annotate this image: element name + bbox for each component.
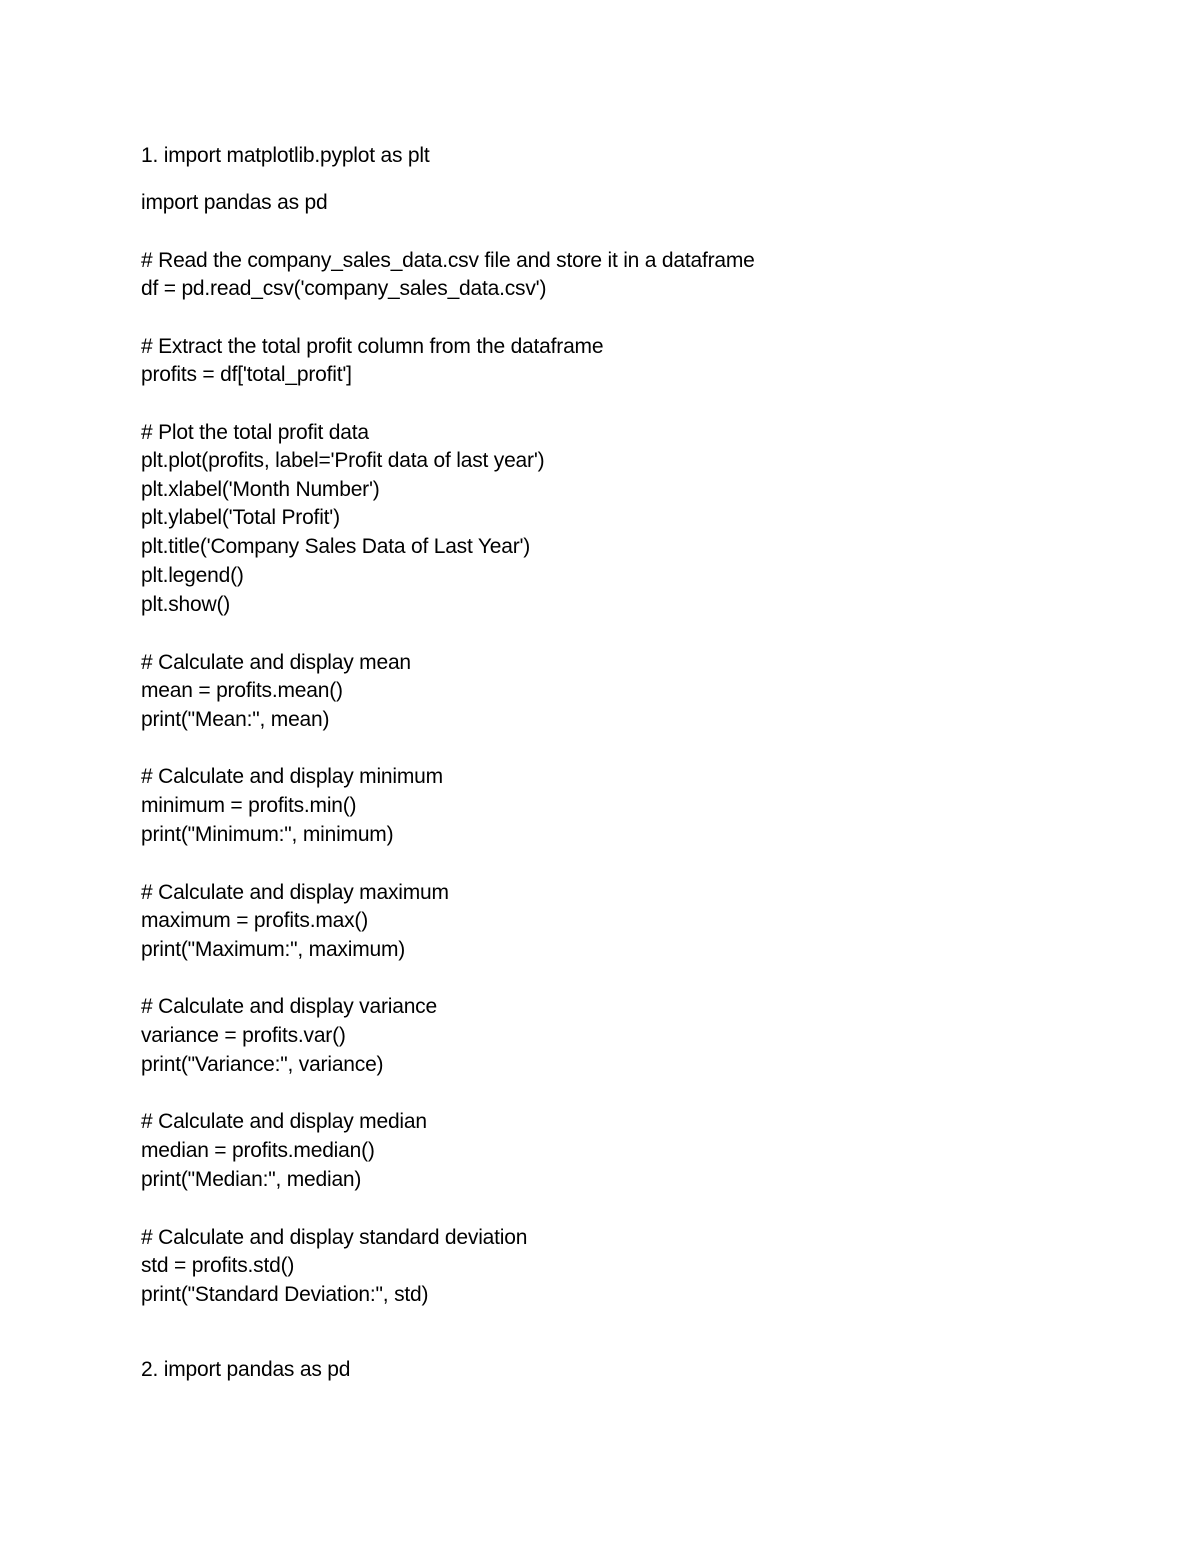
- comment-line: # Plot the total profit data: [141, 421, 369, 444]
- text-line: variance = profits.var(): [141, 1024, 346, 1047]
- text-line: median = profits.median(): [141, 1139, 375, 1162]
- text-line: plt.xlabel('Month Number'): [141, 478, 380, 501]
- comment-line: # Calculate and display mean: [141, 651, 411, 674]
- text-line: plt.title('Company Sales Data of Last Year'): [141, 535, 531, 558]
- text-line: maximum = profits.max(): [141, 909, 369, 932]
- comment-line: # Extract the total profit column from the dataframe: [141, 335, 604, 358]
- text-line: 1. import matplotlib.pyplot as plt: [141, 144, 430, 167]
- text-line: plt.show(): [141, 593, 231, 616]
- comment-line: # Calculate and display median: [141, 1110, 427, 1133]
- text-line: plt.ylabel('Total Profit'): [141, 506, 340, 529]
- text-line: print("Variance:", variance): [141, 1053, 384, 1076]
- text-line: mean = profits.mean(): [141, 679, 343, 702]
- text-line: print("Median:", median): [141, 1168, 362, 1191]
- comment-line: # Calculate and display standard deviation: [141, 1226, 528, 1249]
- comment-line: # Read the company_sales_data.csv file and store it in a dataframe: [141, 249, 755, 272]
- text-line: df = pd.read_csv('company_sales_data.csv'): [141, 277, 547, 300]
- text-line: plt.plot(profits, label='Profit data of last year'): [141, 449, 545, 472]
- text-line: plt.legend(): [141, 564, 244, 587]
- text-line: print("Mean:", mean): [141, 708, 330, 731]
- comment-line: # Calculate and display maximum: [141, 881, 449, 904]
- text-line: import pandas as pd: [141, 191, 328, 214]
- text-line: print("Minimum:", minimum): [141, 823, 394, 846]
- text-line: profits = df['total_profit']: [141, 363, 352, 386]
- text-line: std = profits.std(): [141, 1254, 295, 1277]
- text-line: 2. import pandas as pd: [141, 1358, 351, 1381]
- text-line: print("Maximum:", maximum): [141, 938, 406, 961]
- comment-line: # Calculate and display minimum: [141, 765, 443, 788]
- text-line: minimum = profits.min(): [141, 794, 357, 817]
- comment-line: # Calculate and display variance: [141, 995, 437, 1018]
- text-line: print("Standard Deviation:", std): [141, 1283, 429, 1306]
